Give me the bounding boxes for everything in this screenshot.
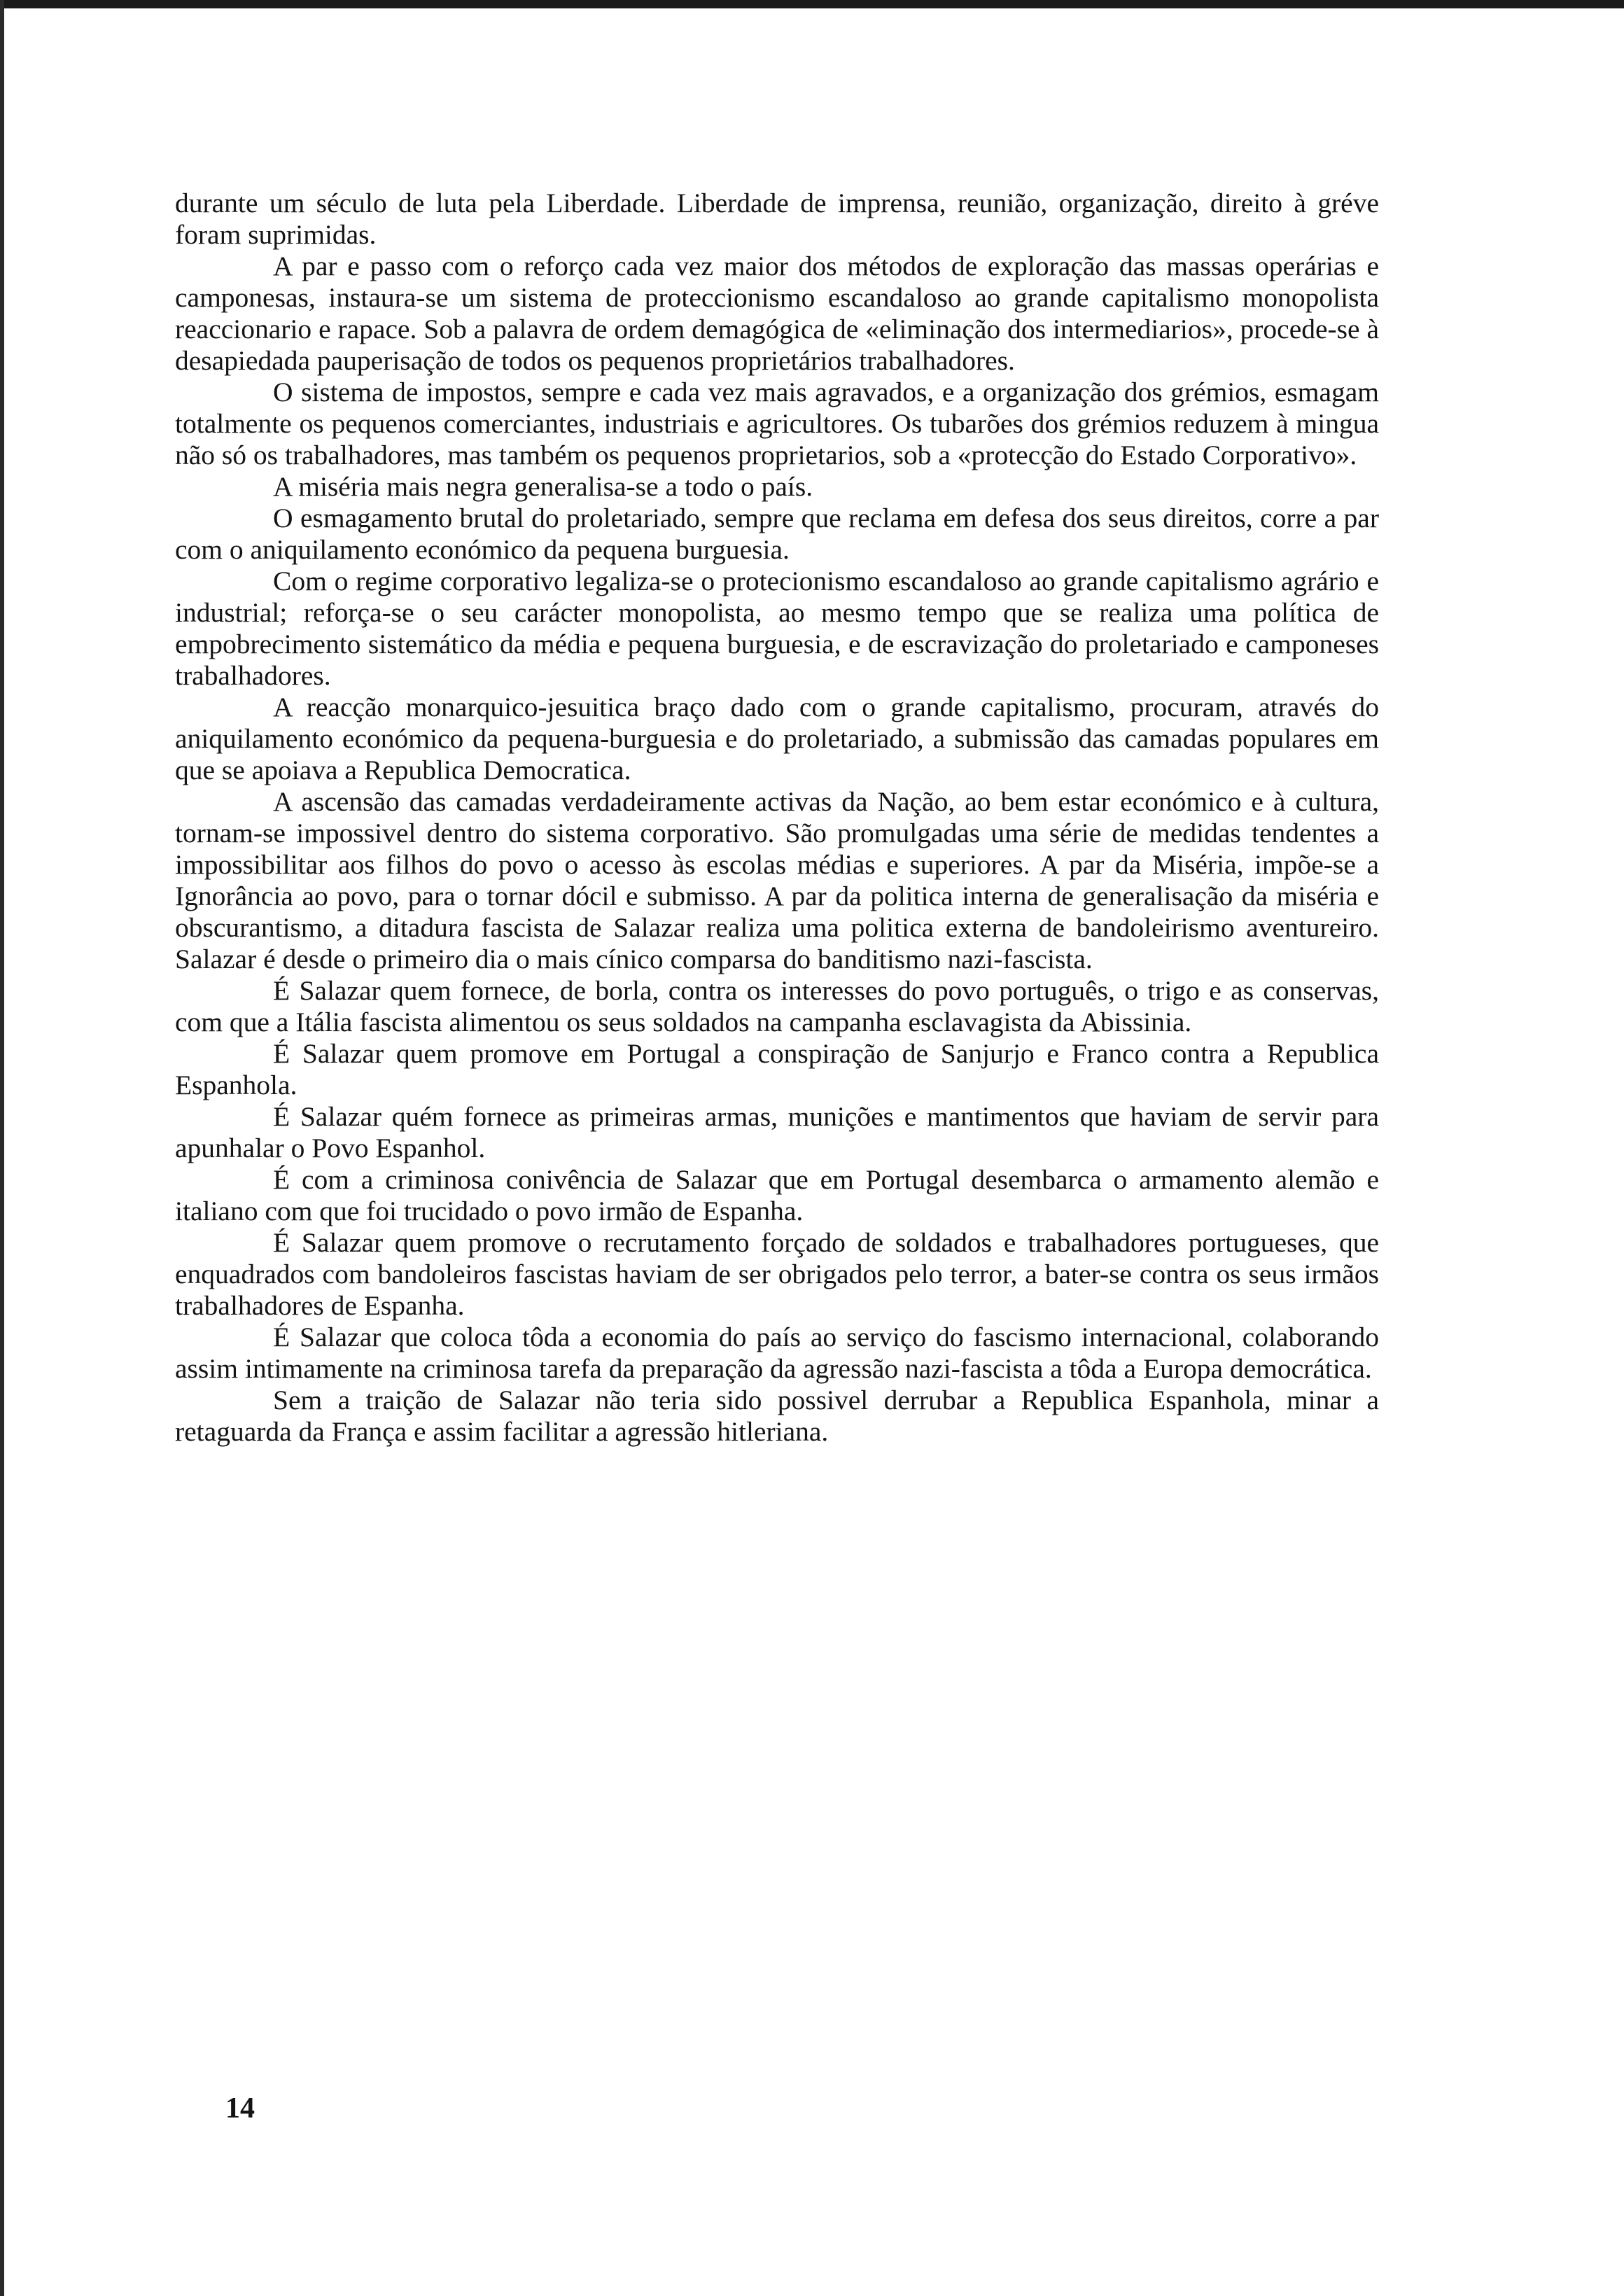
scan-top-border: [0, 0, 1624, 8]
paragraph: A ascensão das camadas verdadeiramente activas da Nação, ao bem estar económico e à cultura, tornam-se impossivel dentro do sistema corporativo. São promulgadas uma série de medidas tendentes a impossibilitar aos filhos do povo o acesso às escolas médias e superiores. A par da Miséria, impõe-se a Ignorância ao povo, para o tornar dócil e submisso. A par da politica interna de generalisação da miséria e obscurantismo, a ditadura fascista de Salazar realiza uma politica externa de bandoleirismo aventureiro. Salazar é desde o primeiro dia o mais cínico comparsa do banditismo nazi-fascista.: [175, 786, 1379, 974]
paragraph: O sistema de impostos, sempre e cada vez mais agravados, e a organização dos grémios, esmagam totalmente os pequenos comerciantes, industriais e agricultores. Os tubarões dos grémios reduzem à mingua não só os trabalhadores, mas também os pequenos proprietarios, sob a «protecção do Estado Corporativo».: [175, 377, 1379, 470]
paragraph: É Salazar quém fornece as primeiras armas, munições e mantimentos que haviam de servir para apunhalar o Povo Espanhol.: [175, 1101, 1379, 1163]
page-number: 14: [225, 2092, 255, 2124]
paragraph: A miséria mais negra generalisa-se a todo o país.: [273, 471, 813, 502]
paragraph: A reacção monarquico-jesuitica braço dado com o grande capitalismo, procuram, através do aniquilamento económico da pequena-burguesia e do proletariado, a submissão das camadas populares em que se apoiava a Republica Democratica.: [175, 692, 1379, 785]
paragraph: É Salazar quem promove em Portugal a conspiração de Sanjurjo e Franco contra a Republica Espanhola.: [175, 1038, 1379, 1100]
scan-left-border: [0, 0, 4, 2296]
paragraph: Com o regime corporativo legaliza-se o protecionismo escandaloso ao grande capitalismo agrário e industrial; reforça-se o seu carácter monopolista, ao mesmo tempo que se realiza uma política de empobrecimento sistemático da média e pequena burguesia, e de escravização do proletariado e camponeses trabalhadores.: [175, 566, 1379, 691]
paragraph: É Salazar que coloca tôda a economia do país ao serviço do fascismo internacional, colaborando assim intimamente na criminosa tarefa da preparação da agressão nazi-fascista a tôda a Europa democrática.: [175, 1322, 1379, 1384]
paragraph: É Salazar quem promove o recrutamento forçado de soldados e trabalhadores portugueses, que enquadrados com bandoleiros fascistas haviam de ser obrigados pelo terror, a bater-se contra os seus irmãos trabalhadores de Espanha.: [175, 1227, 1379, 1321]
paragraph: A par e passo com o reforço cada vez maior dos métodos de exploração das massas operárias e camponesas, instaura-se um sistema de proteccionismo escandaloso ao grande capitalismo monopolista reaccionario e rapace. Sob a palavra de ordem demagógica de «eliminação dos intermediarios», procede-se à desapiedada pauperisação de todos os pequenos proprietários trabalhadores.: [175, 251, 1379, 376]
paragraph: durante um século de luta pela Liberdade. Liberdade de imprensa, reunião, organização, direito à gréve foram suprimidas.: [175, 188, 1379, 250]
paragraph: O esmagamento brutal do proletariado, sempre que reclama em defesa dos seus direitos, corre a par com o aniquilamento económico da pequena burguesia.: [175, 503, 1379, 565]
paragraph: É Salazar quem fornece, de borla, contra os interesses do povo português, o trigo e as conservas, com que a Itália fascista alimentou os seus soldados na campanha esclavagista da Abissinia.: [175, 975, 1379, 1037]
paragraph: É com a criminosa conivência de Salazar que em Portugal desembarca o armamento alemão e italiano com que foi trucidado o povo irmão de Espanha.: [175, 1164, 1379, 1226]
paragraph: Sem a traição de Salazar não teria sido possivel derrubar a Republica Espanhola, minar a retaguarda da França e assim facilitar a agressão hitleriana.: [175, 1385, 1379, 1447]
page-text-block: [175, 188, 1379, 1448]
